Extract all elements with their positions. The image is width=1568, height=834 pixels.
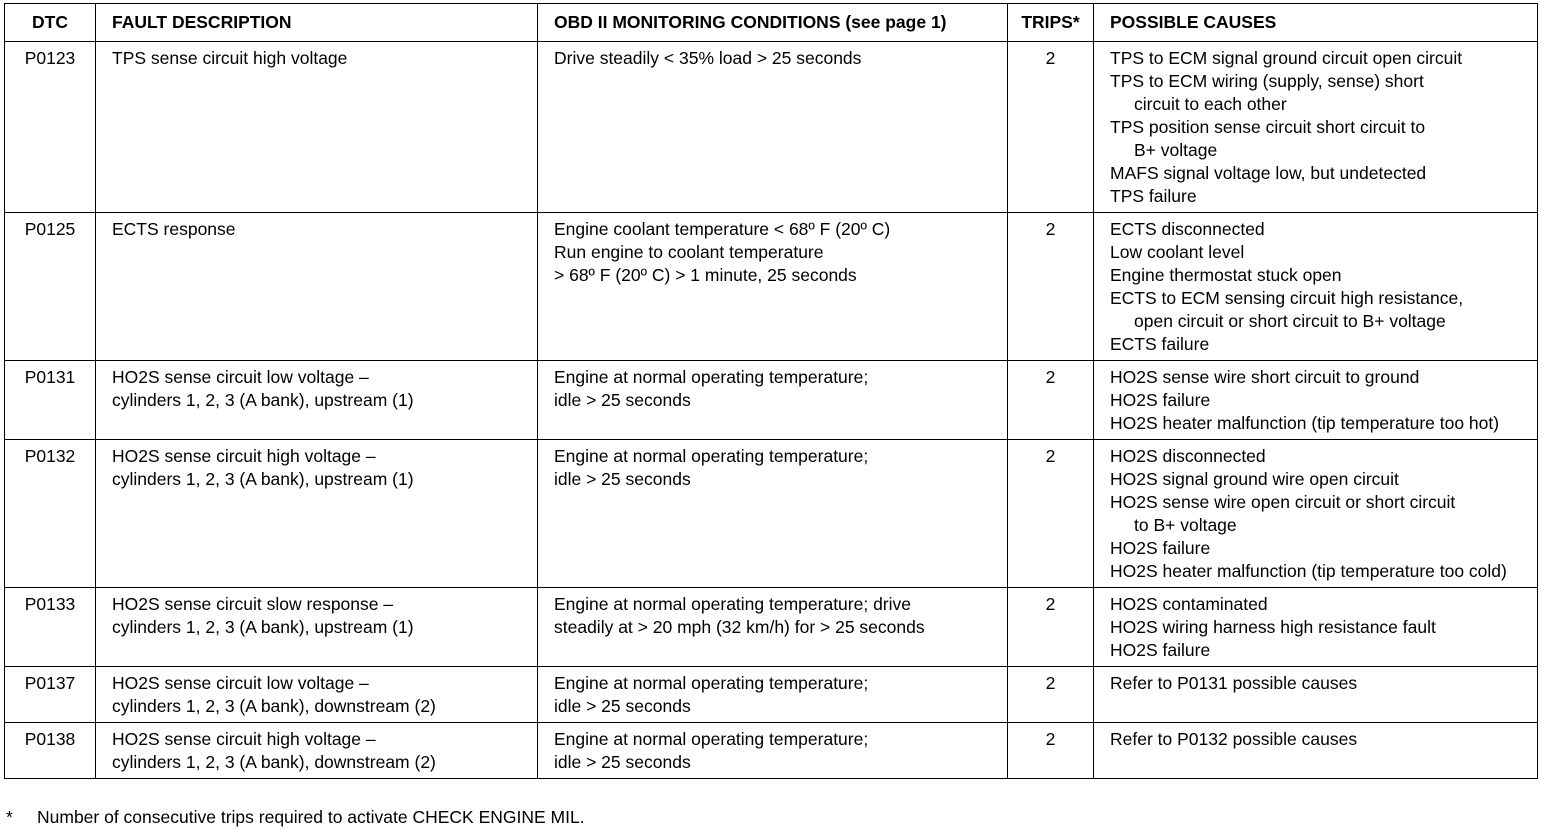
fault-description-line: HO2S sense circuit slow response – — [112, 594, 394, 614]
possible-cause-text: HO2S disconnected — [1110, 446, 1266, 466]
possible-cause-text: HO2S sense wire open circuit or short circuit — [1110, 492, 1456, 512]
possible-cause-continuation: circuit to each other — [1134, 94, 1287, 114]
table-row — [5, 361, 1538, 440]
monitoring-conditions-cell — [538, 588, 1008, 667]
possible-cause-text: MAFS signal voltage low, but undetected — [1110, 163, 1427, 183]
header-dtc: DTC — [5, 4, 96, 42]
possible-cause — [1110, 639, 1537, 662]
possible-cause — [1110, 287, 1537, 333]
trips-count: 2 — [1045, 367, 1056, 387]
dtc-code: P0137 — [24, 673, 76, 693]
trips-cell — [1008, 213, 1094, 361]
dtc-code-cell — [5, 42, 96, 213]
monitoring-conditions-cell — [538, 361, 1008, 440]
fault-description-line: cylinders 1, 2, 3 (A bank), upstream (1) — [112, 390, 414, 410]
dtc-code: P0131 — [24, 367, 76, 387]
possible-cause — [1110, 445, 1537, 468]
monitoring-conditions-cell — [538, 213, 1008, 361]
dtc-code-cell — [5, 440, 96, 588]
possible-cause-text: ECTS disconnected — [1110, 219, 1265, 239]
trips-count: 2 — [1045, 446, 1056, 466]
possible-cause — [1110, 389, 1537, 412]
table-row — [5, 42, 1538, 213]
monitoring-condition-line: idle > 25 seconds — [554, 752, 691, 772]
monitoring-conditions-cell — [538, 42, 1008, 213]
possible-cause — [1110, 116, 1537, 162]
footnote-text: Number of consecutive trips required to activate CHECK ENGINE MIL. — [37, 807, 585, 827]
monitoring-conditions-cell — [538, 440, 1008, 588]
possible-cause-text: HO2S contaminated — [1110, 594, 1268, 614]
possible-cause-text: ECTS failure — [1110, 334, 1210, 354]
possible-cause — [1110, 468, 1537, 491]
dtc-code: P0133 — [24, 594, 76, 614]
trips-cell — [1008, 440, 1094, 588]
fault-description-line: cylinders 1, 2, 3 (A bank), downstream (2) — [112, 752, 436, 772]
fault-description-line: HO2S sense circuit high voltage – — [112, 729, 376, 749]
header-monitoring-conditions: OBD II MONITORING CONDITIONS (see page 1) — [538, 4, 1008, 42]
possible-cause — [1110, 333, 1537, 356]
dtc-code: P0138 — [24, 729, 76, 749]
dtc-code: P0125 — [24, 219, 76, 239]
possible-cause-text: HO2S failure — [1110, 640, 1211, 660]
table-row — [5, 440, 1538, 588]
possible-cause-text: Low coolant level — [1110, 242, 1245, 262]
trips-cell — [1008, 361, 1094, 440]
table-row — [5, 213, 1538, 361]
possible-cause — [1110, 491, 1537, 537]
possible-causes-cell — [1094, 213, 1538, 361]
table-row — [5, 723, 1538, 779]
header-trips: TRIPS* — [1008, 4, 1094, 42]
possible-cause — [1110, 185, 1537, 208]
trips-count: 2 — [1045, 594, 1056, 614]
possible-cause-text: HO2S failure — [1110, 538, 1211, 558]
monitoring-condition-line: steadily at > 20 mph (32 km/h) for > 25 seconds — [554, 617, 925, 637]
fault-description-line: TPS sense circuit high voltage — [112, 48, 348, 68]
possible-cause-text: HO2S failure — [1110, 390, 1211, 410]
fault-description-cell — [96, 440, 538, 588]
dtc-code-cell — [5, 588, 96, 667]
fault-description-cell — [96, 588, 538, 667]
possible-cause-text: HO2S wiring harness high resistance fault — [1110, 617, 1436, 637]
possible-cause-text: Refer to P0131 possible causes — [1110, 673, 1358, 693]
monitoring-condition-line: idle > 25 seconds — [554, 390, 691, 410]
fault-description-cell — [96, 723, 538, 779]
possible-cause — [1110, 616, 1537, 639]
possible-cause-continuation: open circuit or short circuit to B+ voltage — [1134, 311, 1446, 331]
possible-cause — [1110, 241, 1537, 264]
possible-cause — [1110, 537, 1537, 560]
dtc-code-cell — [5, 667, 96, 723]
possible-causes-cell — [1094, 588, 1538, 667]
possible-causes-cell — [1094, 667, 1538, 723]
trips-count: 2 — [1045, 673, 1056, 693]
possible-cause — [1110, 560, 1537, 583]
trips-cell — [1008, 588, 1094, 667]
trips-cell — [1008, 42, 1094, 213]
fault-description-line: HO2S sense circuit high voltage – — [112, 446, 376, 466]
possible-cause-continuation: B+ voltage — [1134, 140, 1218, 160]
trips-cell — [1008, 667, 1094, 723]
monitoring-condition-line: Drive steadily < 35% load > 25 seconds — [554, 48, 862, 68]
dtc-code-cell — [5, 361, 96, 440]
possible-causes-cell — [1094, 723, 1538, 779]
dtc-code: P0132 — [24, 446, 76, 466]
possible-cause-text: HO2S sense wire short circuit to ground — [1110, 367, 1420, 387]
dtc-code-cell — [5, 723, 96, 779]
monitoring-condition-line: idle > 25 seconds — [554, 469, 691, 489]
possible-cause — [1110, 218, 1537, 241]
possible-cause-text: TPS position sense circuit short circuit to — [1110, 117, 1426, 137]
possible-cause — [1110, 366, 1537, 389]
fault-description-line: cylinders 1, 2, 3 (A bank), upstream (1) — [112, 469, 414, 489]
possible-cause-text: Refer to P0132 possible causes — [1110, 729, 1358, 749]
possible-causes-cell — [1094, 361, 1538, 440]
possible-cause-text: HO2S heater malfunction (tip temperature too cold) — [1110, 561, 1507, 581]
monitoring-condition-line: Engine at normal operating temperature; — [554, 367, 869, 387]
fault-description-cell — [96, 361, 538, 440]
possible-cause — [1110, 47, 1537, 70]
monitoring-conditions-cell — [538, 723, 1008, 779]
possible-cause-text: Engine thermostat stuck open — [1110, 265, 1342, 285]
fault-description-line: HO2S sense circuit low voltage – — [112, 367, 369, 387]
possible-cause — [1110, 672, 1537, 695]
table-row — [5, 588, 1538, 667]
fault-description-cell — [96, 42, 538, 213]
monitoring-conditions-cell — [538, 667, 1008, 723]
fault-description-line: ECTS response — [112, 219, 236, 239]
possible-causes-cell — [1094, 42, 1538, 213]
monitoring-condition-line: > 68º F (20º C) > 1 minute, 25 seconds — [554, 265, 857, 285]
possible-cause-text: TPS to ECM wiring (supply, sense) short — [1110, 71, 1424, 91]
header-possible-causes: POSSIBLE CAUSES — [1094, 4, 1538, 42]
possible-cause-text: TPS to ECM signal ground circuit open circuit — [1110, 48, 1463, 68]
table-row — [5, 667, 1538, 723]
monitoring-condition-line: Engine at normal operating temperature; drive — [554, 594, 912, 614]
possible-cause — [1110, 162, 1537, 185]
fault-description-cell — [96, 667, 538, 723]
possible-cause-continuation: to B+ voltage — [1134, 515, 1237, 535]
footnote-asterisk: * — [6, 807, 13, 827]
trips-cell — [1008, 723, 1094, 779]
monitoring-condition-line: Run engine to coolant temperature — [554, 242, 824, 262]
fault-description-cell — [96, 213, 538, 361]
possible-cause-text: HO2S heater malfunction (tip temperature too hot) — [1110, 413, 1500, 433]
possible-cause-text: HO2S signal ground wire open circuit — [1110, 469, 1399, 489]
footnote — [6, 806, 585, 828]
fault-description-line: cylinders 1, 2, 3 (A bank), downstream (2) — [112, 696, 436, 716]
possible-cause-text: ECTS to ECM sensing circuit high resistance, — [1110, 288, 1464, 308]
header-row — [5, 4, 1538, 42]
trips-count: 2 — [1045, 219, 1056, 239]
trips-count: 2 — [1045, 729, 1056, 749]
possible-cause — [1110, 70, 1537, 116]
possible-causes-cell — [1094, 440, 1538, 588]
dtc-code: P0123 — [24, 48, 76, 68]
dtc-table — [4, 3, 1538, 779]
fault-description-line: HO2S sense circuit low voltage – — [112, 673, 369, 693]
monitoring-condition-line: Engine at normal operating temperature; — [554, 729, 869, 749]
possible-cause — [1110, 412, 1537, 435]
monitoring-condition-line: Engine at normal operating temperature; — [554, 446, 869, 466]
trips-count: 2 — [1045, 48, 1056, 68]
fault-description-line: cylinders 1, 2, 3 (A bank), upstream (1) — [112, 617, 414, 637]
table-body — [5, 42, 1538, 779]
monitoring-condition-line: Engine coolant temperature < 68º F (20º C) — [554, 219, 891, 239]
possible-cause — [1110, 728, 1537, 751]
possible-cause — [1110, 593, 1537, 616]
possible-cause — [1110, 264, 1537, 287]
dtc-code-cell — [5, 213, 96, 361]
monitoring-condition-line: idle > 25 seconds — [554, 696, 691, 716]
header-fault-description: FAULT DESCRIPTION — [96, 4, 538, 42]
possible-cause-text: TPS failure — [1110, 186, 1197, 206]
monitoring-condition-line: Engine at normal operating temperature; — [554, 673, 869, 693]
